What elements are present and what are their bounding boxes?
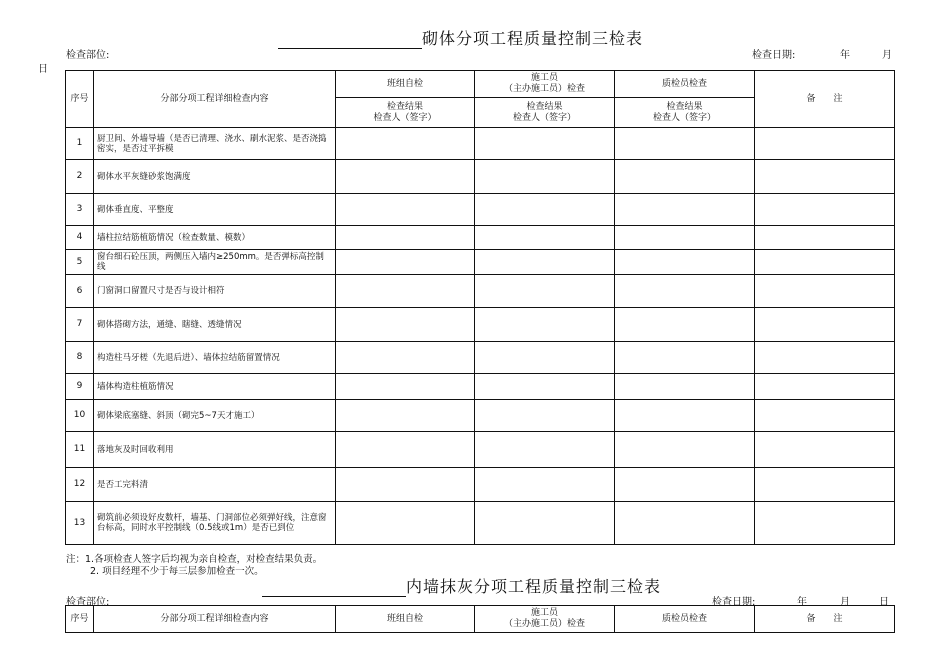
table-row [66, 275, 895, 308]
qc-cell[interactable] [615, 194, 755, 226]
foreman-cell[interactable] [475, 502, 615, 545]
row-content: 砌体梁底塞缝、斜顶（砌完5~7天才施工） [94, 400, 336, 432]
foreman-cell[interactable] [475, 160, 615, 194]
qc-cell[interactable] [615, 374, 755, 400]
foreman-cell[interactable] [475, 308, 615, 342]
day-label: 日 [38, 64, 48, 75]
team-cell[interactable] [336, 226, 475, 250]
foreman-cell[interactable] [475, 432, 615, 468]
team-cell[interactable] [336, 468, 475, 502]
location-label: 检查部位: [66, 50, 110, 61]
plastering-table [65, 605, 895, 633]
remark-cell[interactable] [755, 502, 895, 545]
row-content: 窗台细石砼压顶，两侧压入墙内≥250mm。是否弹标高控制线 [94, 250, 336, 275]
table-row [66, 468, 895, 502]
row-content: 墙体构造柱植筋情况 [94, 374, 336, 400]
qc-cell[interactable] [615, 502, 755, 545]
date-label: 检查日期: [752, 50, 796, 61]
year-label: 年 [797, 597, 807, 608]
foreman-cell[interactable] [475, 275, 615, 308]
foreman-cell[interactable] [475, 226, 615, 250]
month-label: 月 [882, 50, 892, 61]
month-label: 月 [840, 597, 850, 608]
row-content: 砌体搭砌方法，通缝、瞎缝、透缝情况 [94, 308, 336, 342]
row-content: 落地灰及时回收利用 [94, 432, 336, 468]
table-row [66, 194, 895, 226]
remark-cell[interactable] [755, 308, 895, 342]
table-row [66, 250, 895, 275]
header-content: 分部分项工程详细检查内容 [94, 71, 336, 128]
team-cell[interactable] [336, 194, 475, 226]
qc-cell[interactable] [615, 250, 755, 275]
row-content: 砌筑前必须设好皮数杆，墙基、门洞部位必须弹好线，注意窗台标高，同时水平控制线（0.5线或1m）是否已到位 [94, 502, 336, 545]
header-qc: 质检员检查 [615, 71, 755, 98]
table-row [66, 128, 895, 160]
table-row [66, 308, 895, 342]
qc-cell[interactable] [615, 160, 755, 194]
header-remark: 备 注 [755, 71, 895, 128]
note-1: 注：1.各项检查人签字后均视为亲自检查，对检查结果负责。 [66, 554, 323, 565]
remark-cell[interactable] [755, 194, 895, 226]
remark-cell[interactable] [755, 160, 895, 194]
row-number: 11 [66, 432, 94, 468]
remark-cell[interactable] [755, 128, 895, 160]
team-cell[interactable] [336, 250, 475, 275]
remark-cell[interactable] [755, 400, 895, 432]
row-number: 9 [66, 374, 94, 400]
row-number: 2 [66, 160, 94, 194]
team-cell[interactable] [336, 502, 475, 545]
row-number: 7 [66, 308, 94, 342]
qc-cell[interactable] [615, 128, 755, 160]
header-team: 班组自检 [336, 606, 475, 633]
table-row [66, 400, 895, 432]
foreman-cell[interactable] [475, 400, 615, 432]
row-content: 是否工完料清 [94, 468, 336, 502]
row-content: 砌体水平灰缝砂浆饱满度 [94, 160, 336, 194]
remark-cell[interactable] [755, 250, 895, 275]
team-cell[interactable] [336, 432, 475, 468]
title-blank [278, 30, 422, 49]
row-number: 6 [66, 275, 94, 308]
table-row [66, 502, 895, 545]
qc-cell[interactable] [615, 308, 755, 342]
form2-title: 内墙抹灰分项工程质量控制三检表 [262, 574, 661, 597]
remark-cell[interactable] [755, 432, 895, 468]
title-blank [262, 578, 406, 597]
location-label: 检查部位: [66, 597, 110, 608]
row-content: 墙柱拉结筋植筋情况（检查数量、模数） [94, 226, 336, 250]
row-content: 厨卫间、外墙导墙（是否已清理、浇水、刷水泥浆、是否浇捣密实，是否过平拆模 [94, 128, 336, 160]
foreman-cell[interactable] [475, 374, 615, 400]
result-header-foreman: 检查结果 检查人（签字） [475, 98, 615, 128]
row-number: 10 [66, 400, 94, 432]
foreman-cell[interactable] [475, 128, 615, 160]
note-2: 2. 项目经理不少于每三层参加检查一次。 [90, 566, 264, 577]
table-row [66, 342, 895, 374]
remark-cell[interactable] [755, 468, 895, 502]
header-remark: 备 注 [755, 606, 895, 633]
date-label: 检查日期: [712, 597, 756, 608]
row-number: 3 [66, 194, 94, 226]
team-cell[interactable] [336, 374, 475, 400]
table-row [66, 374, 895, 400]
year-label: 年 [840, 50, 850, 61]
qc-cell[interactable] [615, 226, 755, 250]
team-cell[interactable] [336, 128, 475, 160]
row-number: 5 [66, 250, 94, 275]
row-number: 8 [66, 342, 94, 374]
team-cell[interactable] [336, 308, 475, 342]
result-header-team: 检查结果 检查人（签字） [336, 98, 475, 128]
row-number: 4 [66, 226, 94, 250]
team-cell[interactable] [336, 160, 475, 194]
remark-cell[interactable] [755, 275, 895, 308]
header-seq: 序号 [66, 606, 94, 633]
foreman-cell[interactable] [475, 342, 615, 374]
row-number: 1 [66, 128, 94, 160]
form1-title: 砌体分项工程质量控制三检表 [278, 26, 643, 49]
table-row [66, 432, 895, 468]
table-row [66, 226, 895, 250]
qc-cell[interactable] [615, 275, 755, 308]
header-foreman: 施工员 （主办施工员）检查 [475, 71, 615, 98]
header-team: 班组自检 [336, 71, 475, 98]
remark-cell[interactable] [755, 374, 895, 400]
header-foreman: 施工员 （主办施工员）检查 [475, 606, 615, 633]
result-header-qc: 检查结果 检查人（签字） [615, 98, 755, 128]
table-row [66, 160, 895, 194]
row-content: 砌体垂直度、平整度 [94, 194, 336, 226]
team-cell[interactable] [336, 400, 475, 432]
qc-cell[interactable] [615, 400, 755, 432]
row-content: 门窗洞口留置尺寸是否与设计相符 [94, 275, 336, 308]
team-cell[interactable] [336, 275, 475, 308]
foreman-cell[interactable] [475, 250, 615, 275]
header-seq: 序号 [66, 71, 94, 128]
qc-cell[interactable] [615, 432, 755, 468]
remark-cell[interactable] [755, 342, 895, 374]
row-content: 构造柱马牙槎（先退后进）、墙体拉结筋留置情况 [94, 342, 336, 374]
row-number: 12 [66, 468, 94, 502]
foreman-cell[interactable] [475, 468, 615, 502]
team-cell[interactable] [336, 342, 475, 374]
inspection-table [65, 70, 895, 545]
header-content: 分部分项工程详细检查内容 [94, 606, 336, 633]
foreman-cell[interactable] [475, 194, 615, 226]
remark-cell[interactable] [755, 226, 895, 250]
header-qc: 质检员检查 [615, 606, 755, 633]
day-label: 日 [879, 597, 889, 608]
row-number: 13 [66, 502, 94, 545]
qc-cell[interactable] [615, 342, 755, 374]
qc-cell[interactable] [615, 468, 755, 502]
